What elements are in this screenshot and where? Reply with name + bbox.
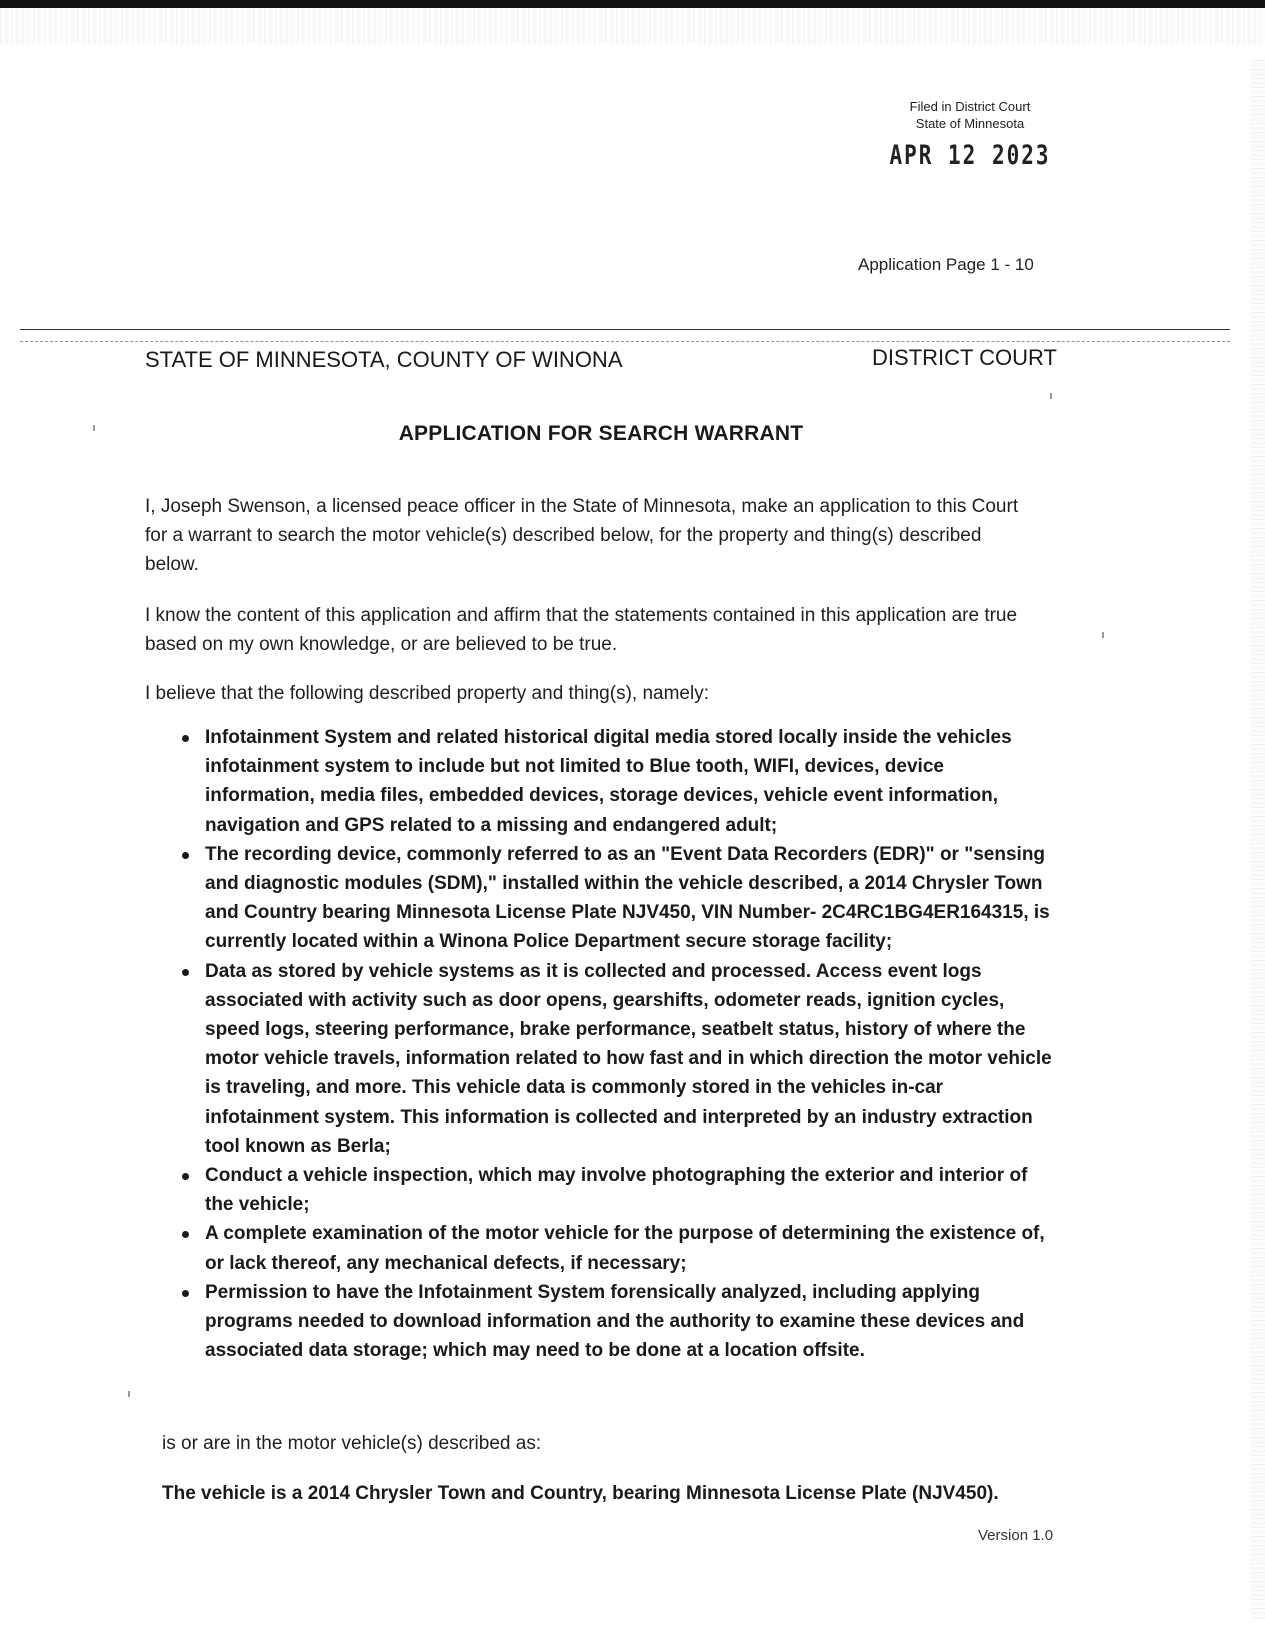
scan-speck	[1102, 632, 1104, 638]
list-item	[178, 723, 1058, 840]
property-lead-paragraph: I believe that the following described property and thing(s), namely:	[145, 683, 709, 704]
scan-right-edge	[1251, 60, 1265, 1620]
scan-speck	[1050, 393, 1052, 399]
list-item	[178, 1161, 1058, 1219]
stamp-line-2: State of Minnesota	[915, 116, 1025, 131]
list-item	[178, 1219, 1058, 1277]
court-name: DISTRICT COURT	[872, 345, 1057, 370]
list-item-text: Infotainment System and related historical digital media stored locally inside the vehicles infotainment system to include but not limited to Blue tooth, WIFI, devices, device information, media files, embedded devices, storage devices, vehicle event information, navigation and GPS related to a missing and endangered adult;	[205, 727, 1012, 836]
list-item	[178, 840, 1058, 957]
list-item	[178, 1278, 1058, 1366]
scan-noise-band	[0, 8, 1265, 44]
jurisdiction: STATE OF MINNESOTA, COUNTY OF WINONA	[145, 347, 623, 372]
bullet-icon	[182, 969, 189, 976]
header-rule-dashed	[20, 341, 1230, 342]
affirmation-paragraph: I know the content of this application and affirm that the statements contained in this application are true based on my own knowledge, or are believed to be true.	[145, 605, 1018, 655]
version-label: Version 1.0	[978, 1527, 1054, 1544]
document-title: APPLICATION FOR SEARCH WARRANT	[398, 422, 804, 445]
stamp-date: APR 12 2023	[889, 140, 1051, 170]
page-reference: Application Page 1 - 10	[858, 255, 1034, 274]
bullet-icon	[182, 735, 189, 742]
scan-speck	[128, 1391, 130, 1397]
bullet-icon	[182, 1173, 189, 1180]
list-item-text: The recording device, commonly referred to as an "Event Data Recorders (EDR)" or "sensing and diagnostic modules (SDM)," installed within the vehicle described, a 2014 Chrysler Town and Country bearing Minnesota License Plate NJV450, VIN Number- 2C4RC1BG4ER164315, is currently located within a Winona Police Department secure storage facility;	[205, 843, 1050, 953]
bullet-icon	[182, 852, 189, 859]
list-item-text: Conduct a vehicle inspection, which may involve photographing the exterior and interior of the vehicle;	[205, 1165, 1028, 1216]
intro-paragraph: I, Joseph Swenson, a licensed peace officer in the State of Minnesota, make an application to this Court for a warrant to search the motor vehicle(s) described below, for the property and thing(s) described below.	[145, 496, 1019, 575]
property-list	[178, 723, 1058, 1365]
list-item-text: Permission to have the Infotainment System forensically analyzed, including applying programs needed to download information and the authority to examine these devices and associated data storage; which may need to be done at a location offsite.	[205, 1281, 1025, 1362]
vehicle-description: The vehicle is a 2014 Chrysler Town and Country, bearing Minnesota License Plate (NJV450).	[162, 1483, 999, 1504]
bullet-icon	[182, 1231, 189, 1238]
vehicle-lead-paragraph: is or are in the motor vehicle(s) described as:	[162, 1433, 542, 1454]
list-item	[178, 957, 1058, 1161]
list-item-text: Data as stored by vehicle systems as it is collected and processed. Access event logs associated with activity such as door opens, gearshifts, odometer reads, ignition cycles, speed logs, steering performance, brake performance, seatbelt status, history of where the motor vehicle travels, information related to how fast and in which direction the motor vehicle is traveling, and more. This vehicle data is commonly stored in the vehicles in-car infotainment system. This information is collected and interpreted by an industry extraction tool known as Berla;	[205, 960, 1052, 1157]
bullet-icon	[182, 1290, 189, 1297]
scan-top-edge	[0, 0, 1265, 8]
stamp-line-1: Filed in District Court	[909, 99, 1031, 114]
scan-speck	[93, 425, 95, 431]
list-item-text: A complete examination of the motor vehicle for the purpose of determining the existence of, or lack thereof, any mechanical defects, if necessary;	[205, 1223, 1045, 1274]
filing-stamp	[870, 98, 1070, 170]
header-rule	[20, 329, 1230, 330]
